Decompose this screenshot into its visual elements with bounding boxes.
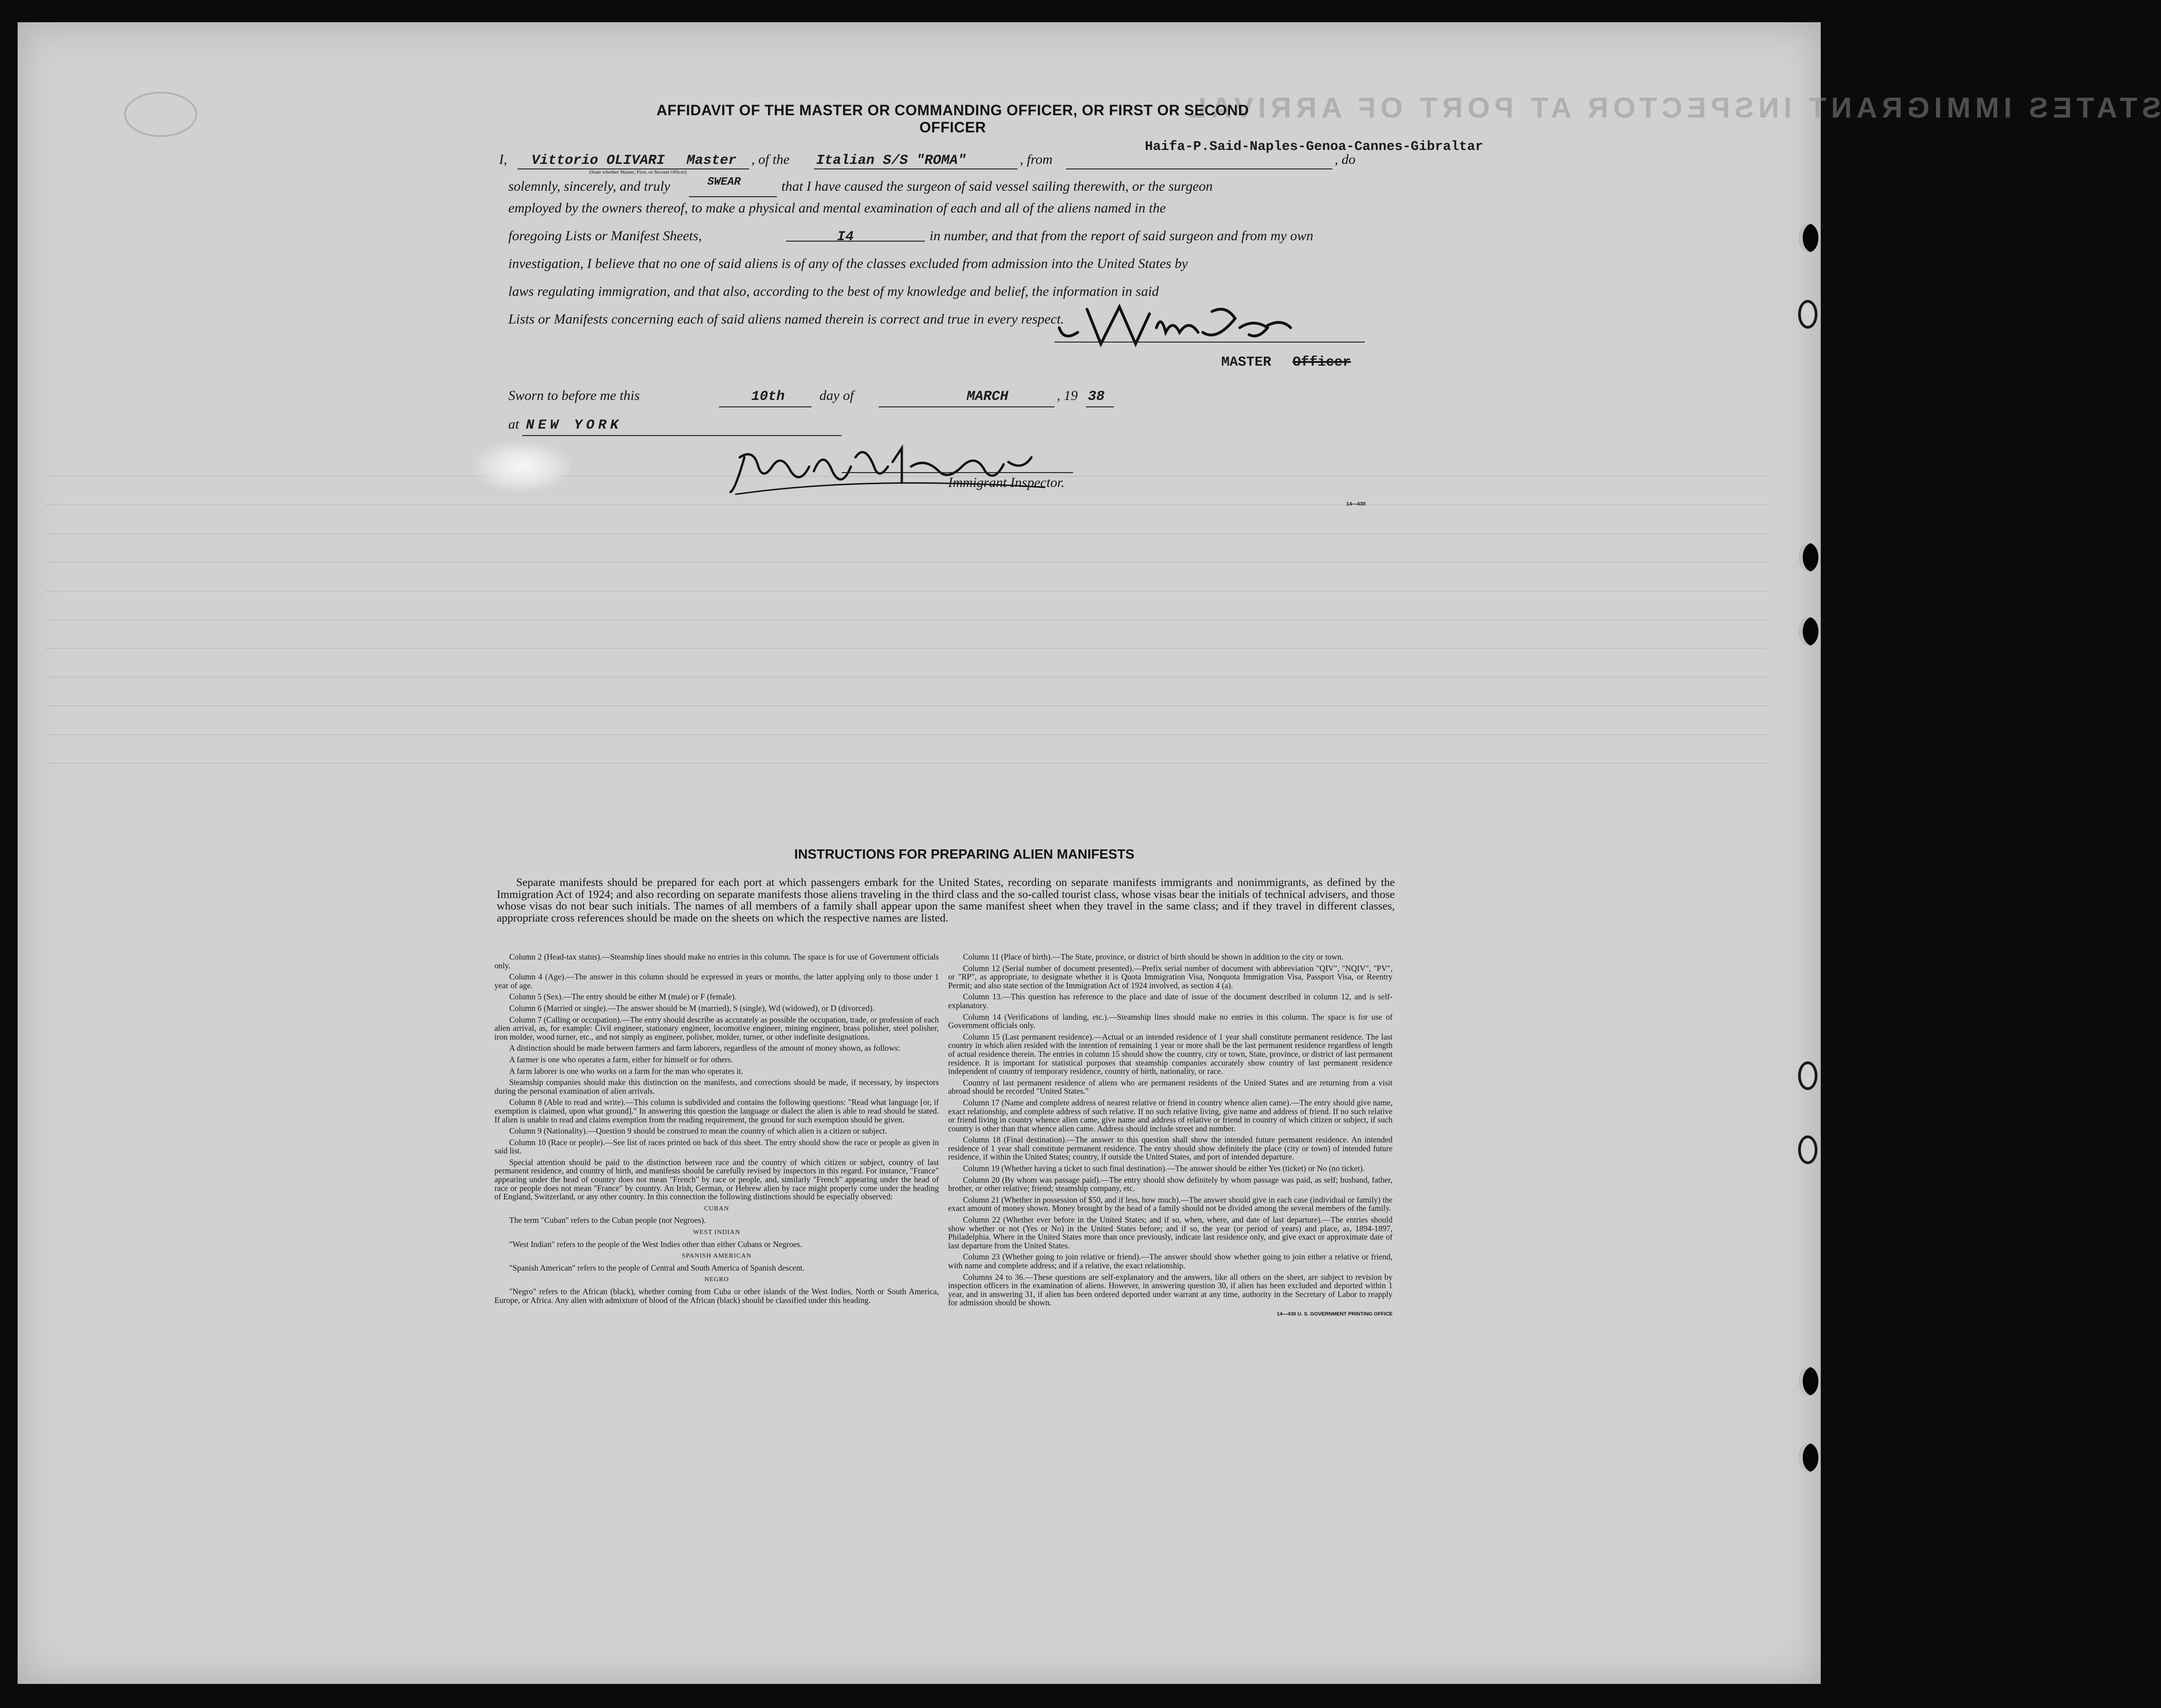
affidavit-line-3: employed by the owners thereof, to make a physical and mental examination of each and all of the aliens named in the [508,200,1166,216]
instruction-paragraph: Column 6 (Married or single).—The answer should be M (married), S (single), Wd (widowed), or D (divorced). [509,1003,874,1013]
instruction-paragraph: Column 12 (Serial number of document presented).—Prefix serial number of document with abbreviation "QIV", "NQIV", "PV", or "RP", as appropriate, to designate whether it is Quota Immigration Visa, Nonquota Immigration Visa, Passport Visa, or Reentry Permit; and also state section of the Immigration Act of 1924 involved, as section 4 (a). [948,963,1393,990]
instruction-paragraph: A farm laborer is one who works on a farm for the man who operates it. [509,1066,743,1076]
affidavit-line-6: laws regulating immigration, and that also, according to the best of my knowledge and belief, the information in said [508,284,1159,299]
sworn-place: NEW YORK [526,418,623,433]
oath-intro: solemnly, sincerely, and truly [508,179,670,194]
rank-caption: (State whether Master, First, or Second Officer) [589,169,687,175]
instruction-paragraph: Column 10 (Race or people).—See list of races printed on back of this sheet. The entry should show the race or people as given in said list. [494,1137,939,1156]
instruction-paragraph: Column 5 (Sex).—The entry should be either M (male) or F (female). [509,992,737,1002]
heading-cuban: CUBAN [704,1205,729,1212]
struck-officer-word: Officer [1293,355,1351,370]
instruction-paragraph: Steamship companies should make this distinction on the manifests, and corrections should be made, if necessary, by inspectors during the personal examination of alien arrivals. [494,1078,939,1096]
punch-hole [1799,617,1818,646]
heading-west-indian: WEST INDIAN [693,1229,741,1236]
affidavit-body [508,194,1453,333]
master-signature-line [1055,342,1365,343]
heading-spanish-american: SPANISH AMERICAN [681,1253,752,1260]
inspector-signature-line [842,472,1073,473]
instruction-paragraph: Column 20 (By whom was passage paid).—The entry should show definitely by whom passage was paid, as self; husband, father, brother, or other relative; friend; steamship company, etc. [948,1175,1393,1193]
instructions-right-column [948,953,1393,1322]
sworn-line [508,388,1156,411]
punch-hole [1799,1367,1818,1396]
sworn-year: 38 [1088,389,1105,405]
definition-negro: "Negro" refers to the African (black), whether coming from Cuba or other islands of the West Indies, North or South America, Europe, or Africa. Any alien with admixture of blood of the African (black) should be classified under this heading. [494,1287,939,1305]
instruction-paragraph: Column 14 (Verifications of landing, etc.).—Steamship lines should make no entries in this column. The space is for use of Government officials only. [948,1012,1393,1030]
punch-hole [1798,1061,1817,1090]
instruction-paragraph: Columns 24 to 36.—These questions are self-explanatory and the answers, like all others on the sheet, are subject to revision by inspection officers in the examination of aliens. However, in answering question 30, if alien has been excluded and deported within 1 year, and in answering 31, if alien has been ordered deported under warrant at any time, authority in the Secretary of Labor to reapply for admission should be shown. [948,1272,1393,1308]
oath-continuation: that I have caused the surgeon of said vessel sailing therewith, or the surgeon [781,179,1213,194]
instruction-paragraph: Column 11 (Place of birth).—The State, province, or district of birth should be shown in addition to the city or town. [963,952,1344,961]
sworn-day: 10th [751,389,785,405]
instructions-intro: Separate manifests should be prepared for each port at which passengers embark for the United States, recording on separate manifests immigrants and nonimmigrants, as defined by the Immigration Act of 1924; and also recording on separate manifests those aliens traveling in the third class and the so-called tourist class, whose visas bear the initials of technical advisers, and those whose visas do not bear such initials. The names of all members of a family shall appear upon the same manifest sheet when they travel in the same class; and if they travel in different classes, appropriate cross references should be made on the sheets on which the respective names are listed. [497,876,1395,924]
at-label: at [508,417,519,432]
form-number: 14—430 [1346,501,1366,507]
sheets-continuation: in number, and that from the report of said surgeon and from my own [930,228,1313,243]
punch-hole [1799,1443,1818,1472]
of-the-label: , of the [751,152,790,167]
affidavit-line-5: investigation, I believe that no one of said aliens is of any of the classes excluded from admission into the United States by [508,256,1188,271]
vessel-name: Italian S/S "ROMA" [816,153,967,168]
definition-cuban: The term "Cuban" refers to the Cuban people (not Negroes). [509,1216,706,1225]
inspector-label: Immigrant Inspector. [948,475,1065,490]
definition-spanish-american: "Spanish American" refers to the people of Central and South America of Spanish descent. [509,1263,805,1272]
bleed-through-stamp [124,92,197,137]
instruction-paragraph: Column 22 (Whether ever before in the United States; and if so, when, where, and date of last departure).—The entries should show whether or not (Yes or No) in the United States before; and if so, the year (or period of years) and place, as, 1894-1897, Philadelphia. Where in the United States more than once previously, indicate last residence only, and give exact or approximate date of last departure from the United States. [948,1215,1393,1250]
instruction-paragraph: Column 8 (Able to read and write).—This column is subdivided and contains the following questions: "Read what language [or, if exemption is claimed, upon what ground]." In answering this question the language or dialect the alien is able to read should be stated. If alien is unable to read and claims exemption from the reading requirement, the ground for such exemption should be given. [494,1097,939,1124]
signer-title-word: MASTER [1221,355,1272,370]
affidavit-title: AFFIDAVIT OF THE MASTER OR COMMANDING OFFICER, OR FIRST OR SECOND OFFICER [656,102,1249,136]
affidavit-line-4 [508,222,1453,250]
instruction-paragraph: Column 19 (Whether having a ticket to such final destination).—The answer should be either Yes (ticket) or No (no ticket). [963,1164,1365,1173]
instruction-paragraph: Column 4 (Age).—The answer in this column should be expressed in years or months, the latter applying only to those under 1 year of age. [494,972,939,990]
instruction-paragraph: Column 23 (Whether going to join relative or friend).—The answer should show whether going to join either a relative or friend, with name and complete address; and if a relative, the exact relationship. [948,1252,1393,1270]
manifest-sheet [18,22,2161,1684]
instructions-title: INSTRUCTIONS FOR PREPARING ALIEN MANIFESTS [794,847,1135,862]
instruction-paragraph: Column 2 (Head-tax status).—Steamship lines should make no entries in this column. The space is for use of Government officials only. [494,952,939,970]
instruction-paragraph: Column 18 (Final destination).—The answer to this question shall show the intended future permanent residence. An intended residence of 1 year shall constitute permanent residence. The entry should show definitely the place (city or town) of intended future residence, if within the United States; country, if outside the United States, and port of intended departure. [948,1135,1393,1162]
instruction-paragraph: Column 21 (Whether in possession of $50, and if less, how much).—The answer should give in each case (individual or family) the exact amount of money shown. Money brought by the head of a family should not be divided among the several members of the family. [948,1195,1393,1213]
instruction-paragraph: Column 15 (Last permanent residence).—Actual or an intended residence of 1 year shall constitute permanent residence. The last country in which alien resided with the intention of remaining 1 year or more shall be the last permanent residence regardless of length of actual residence therein. The entries in column 15 should show the country, city or town, State, province, or district of last permanent residence. It is important for statistical purposes that steamship companies accurately show country of last permanent residence independent of country of temporary residence, country of birth, nationality, or race. [948,1032,1393,1076]
punch-hole [1799,224,1818,252]
sheet-count: I4 [837,229,854,245]
oath-word: SWEAR [707,176,741,188]
day-of-label: day of [819,388,854,403]
affidavit-line-7: Lists or Manifests concerning each of said aliens named therein is correct and true in every respect. [508,312,1064,327]
heading-negro: NEGRO [704,1276,729,1284]
do-label: , do [1335,152,1355,167]
seal-stamp-mark [474,441,571,492]
sworn-month: MARCH [967,389,1009,405]
instruction-paragraph: Column 9 (Nationality).—Question 9 should be construed to mean the country of which alien is a citizen or subject. [509,1126,887,1136]
instruction-paragraph: Special attention should be paid to the distinction between race and the country of which citizen or subject, country of last permanent residence, and country of birth, and manifests should be carefully revised by inspectors in this regard. For instance, "France" appearing under the head of country does not mean "French" by race or people, and, similarly "French" appearing under the head of race or people does not mean "France" by country. An Irish, German, or Hebrew alien by race might properly come under the heading of England, Switzerland, or any other country. In this connection the following distinctions should be especially observed: [494,1157,939,1202]
instruction-paragraph: A distinction should be made between farmers and farm laborers, regardless of the amount of money shown, as follows: [509,1043,900,1053]
definition-west-indian: "West Indian" refers to the people of the West Indies other than either Cubans or Negroes. [509,1239,802,1249]
printing-office-footnote: 14—430 U. S. GOVERNMENT PRINTING OFFICE [1277,1311,1393,1317]
officer-name: Vittorio OLIVARI [531,153,665,168]
officer-rank: Master [687,153,737,168]
master-signature [1050,300,1300,355]
instruction-paragraph: Column 13.—This question has reference to the place and date of issue of the document described in column 12, and is self-explanatory. [948,992,1393,1010]
route-text: Haifa-P.Said-Naples-Genoa-Cannes-Gibraltar [1145,139,1483,154]
signer-title [1221,355,1351,370]
year-prefix: , 19 [1057,388,1078,403]
instruction-paragraph: Column 7 (Calling or occupation).—The entry should describe as accurately as possible the occupation, trade, or profession of each alien arrival, as, for example: Civil engineer, stationary engineer, locomotive engineer, mining engineer, brass polisher, steel polisher, iron molder, wood turner, etc., and not simply as engineer, polisher, molder, turner, or other indefinite designations. [494,1015,939,1041]
i-label: I, [499,152,507,167]
instructions-left-column [494,953,939,1307]
bleed-through-header: STATES IMMIGRANT INSPECTOR AT PORT OF ARRIVAL [1184,92,2161,124]
instruction-paragraph: Country of last permanent residence of aliens who are permanent residents of the United States and are returning from a visit abroad should be recorded "United States." [948,1078,1393,1096]
from-label: , from [1020,152,1053,167]
instruction-paragraph: A farmer is one who operates a farm, either for himself or for others. [509,1054,733,1064]
sheets-label: foregoing Lists or Manifest Sheets, [508,228,702,243]
punch-hole [1799,543,1818,572]
punch-hole [1798,1135,1817,1164]
sworn-place-line [508,417,860,440]
instruction-paragraph: Column 17 (Name and complete address of nearest relative or friend in country whence alien came).—The entry should give name, exact relationship, and complete address of such relative. If no such relative living, give name and address of friend. If no such relative or friend living in country whence alien came, give name and address of relative or friend in country of which citizen or subject, if such country is other than that whence alien came. Address should include street and number. [948,1097,1393,1133]
punch-hole [1798,300,1817,329]
sworn-label: Sworn to before me this [508,388,640,403]
